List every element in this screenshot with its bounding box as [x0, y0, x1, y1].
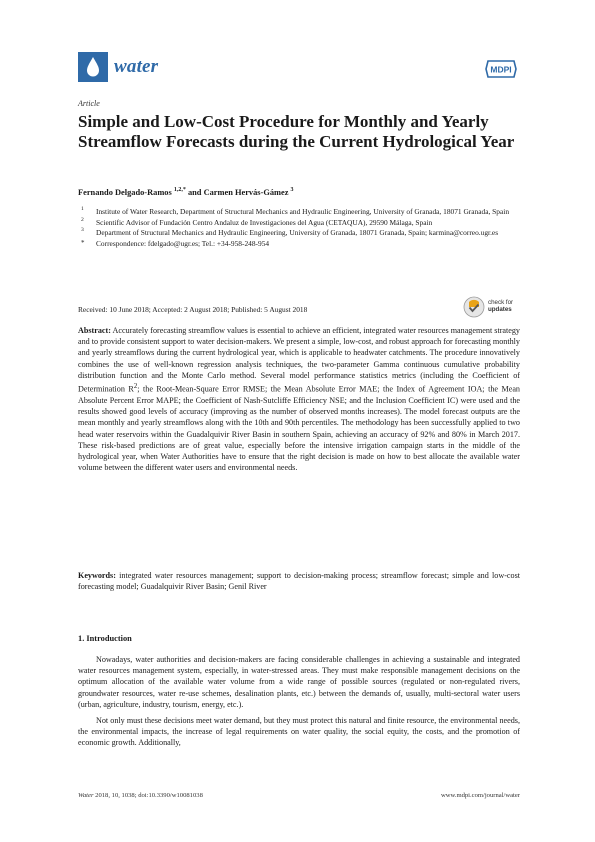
- publication-dates: Received: 10 June 2018; Accepted: 2 August 2018; Published: 5 August 2018: [78, 305, 308, 314]
- check-updates-line1: check for: [488, 299, 514, 307]
- affiliation-text: Scientific Advisor of Fundación Centro Andaluz de Investigaciones del Agua (CETAQUA), 29590 Málaga, Spain: [96, 217, 433, 227]
- author-name[interactable]: Fernando Delgado-Ramos: [78, 187, 172, 197]
- journal-logo[interactable]: [78, 52, 158, 82]
- correspondence-item: [78, 239, 518, 249]
- keywords-text: integrated water resources management; support to decision-making process; streamflow forecast; simple and low-cost forecasting model; Guadalquivir River Basin; Genil River: [78, 571, 520, 592]
- affiliation-number: 2: [81, 216, 84, 223]
- article-type: Article: [78, 99, 100, 108]
- affiliation-number: 1: [81, 206, 84, 212]
- footer-journal-url[interactable]: www.mdpi.com/journal/water: [440, 792, 520, 799]
- affiliation-text: Department of Structural Mechanics and Hydraulic Engineering, University of Granada, 18071 Granada, Spain; karmina@correo.ugr.es: [96, 228, 499, 238]
- abstract-text-continued: ; the Root-Mean-Square Error RMSE; the Mean Absolute Error MAE; the Index of Agreement IOA; the Mean Absolute Percent Error MAPE; the Coefficient of Nash-Sutcliffe Efficiency NSE; and the Inclusion Coefficient IC) were used and the results showed good levels of accuracy (improving as the number of observed months increases). The model forecast outputs are the mean monthly and yearly streamflows along with the 10th and 90th percentiles. The methodology has been successfully applied to two head water reservoirs within the Guadalquivir River Basin in southern Spain, achieving an accuracy of 92% and 80% in March 2017. These risk-based predictions are of great value, especially before the intensive irrigation campaign starts in the middle of the hydrological year, when Water Authorities have to ensure that the right decision is made on how to best allocate the available water volume between the different water users and environmental needs.: [78, 384, 520, 473]
- affiliation-text: Institute of Water Research, Department of Structural Mechanics and Hydraulic Engineering, University of Granada, 18071 Granada, Spain: [96, 207, 510, 216]
- check-updates-icon: [463, 296, 485, 318]
- correspondence-marker: *: [81, 238, 85, 247]
- body-paragraph: Nowadays, water authorities and decision-makers are facing considerable challenges in achieving a sustainable and integrated water resources management system, especially, in water-stressed areas. They must make responsible management decisions on the optimum allocation of the available water volume from a wide range of possible sources (regulated or non-regulated rivers, groundwater resources, water re-use schemes, desalination plants, etc.) between the demands of, usually, multi-sectoral water users (urban, agriculture, industry, tourism, energy, etc.).: [78, 655, 520, 709]
- author-list: [78, 187, 294, 197]
- abstract: [78, 325, 520, 473]
- footer-journal-name: Water: [78, 792, 94, 799]
- abstract-superscript: 2: [133, 383, 138, 391]
- article-title: Simple and Low-Cost Procedure for Monthly and Yearly Streamflow Forecasts during the Current Hydrological Year: [78, 112, 515, 151]
- author-affiliation-marker: 1,2,*: [173, 187, 186, 193]
- affiliation-item: [78, 228, 518, 238]
- author-name[interactable]: Carmen Hervás-Gámez: [203, 187, 289, 197]
- author-connector: and: [187, 187, 204, 197]
- section-heading: 1. Introduction: [78, 634, 132, 643]
- check-for-updates-button[interactable]: [463, 296, 513, 318]
- correspondence-text[interactable]: Correspondence: fdelgado@ugr.es; Tel.: +34-958-248-954: [96, 238, 270, 248]
- keywords: [78, 570, 520, 592]
- footer-citation-text: 2018, 10, 1038; doi:10.3390/w10081038: [93, 792, 203, 799]
- abstract-text: Accurately forecasting streamflow values is essential to achieve an efficient, integrated water resources management strategy and to provide consistent support to water decision-makers. We present a simple, low-cost, and robust approach for forecasting monthly and yearly streamflows during the current hydrological year, which is applicable to headwater catchments. The procedure innovatively combines the use of well-known regression analysis techniques, the two-parameter Gamma continuous cumulative probability distribution function and the Monte Carlo method. Several model performance statistics metrics (including the Coefficient of Determination R: [78, 326, 520, 394]
- publisher-name: MDPI: [490, 64, 512, 75]
- body-paragraph: Not only must these decisions meet water demand, but they must protect this natural and finite resource, the environmental needs, the environmental impacts, the increase of legal requirements on water quality, the social equity, the costs, and the promotion of economic growth. Additionally,: [78, 716, 520, 748]
- body-text: [78, 654, 520, 754]
- check-updates-line2: updates: [488, 306, 512, 313]
- keywords-label: Keywords:: [78, 571, 116, 580]
- mdpi-logo-icon[interactable]: [484, 58, 518, 85]
- journal-name: water: [114, 56, 159, 77]
- abstract-label: Abstract:: [78, 326, 111, 335]
- affiliation-item: [78, 207, 518, 217]
- footer-citation: [78, 792, 203, 799]
- affiliation-item: [78, 218, 518, 228]
- author-affiliation-marker: 3: [290, 187, 294, 193]
- affiliation-number: 3: [81, 227, 84, 234]
- water-drop-icon: [78, 52, 108, 82]
- affiliation-list: [78, 207, 518, 249]
